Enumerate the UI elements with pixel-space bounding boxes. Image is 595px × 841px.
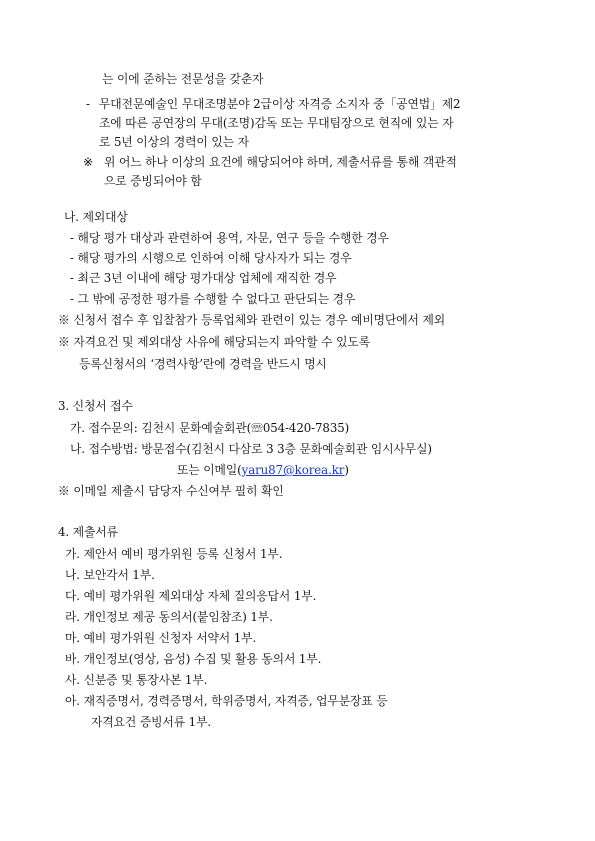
exclusion-item: - 그 밖에 공정한 평가를 수행할 수 없다고 판단되는 경우 bbox=[70, 292, 356, 306]
document-item: 아. 재직증명서, 경력증명서, 학위증명서, 자격증, 업무분장표 등 bbox=[65, 694, 388, 708]
document-item: 다. 예비 평가위원 제외대상 자체 질의응답서 1부. bbox=[65, 589, 317, 603]
exclusion-item: - 최근 3년 이내에 해당 평가대상 업체에 재직한 경우 bbox=[70, 271, 337, 285]
document-item: 나. 보안각서 1부. bbox=[65, 568, 155, 582]
stage-qualification-line-1: 무대전문예술인 무대조명분야 2급이상 자격증 소지자 중「공연법」제2 bbox=[99, 97, 461, 111]
exclusion-item: - 해당 평가의 시행으로 인하여 이해 당사자가 되는 경우 bbox=[70, 251, 352, 265]
document-item: 마. 예비 평가위원 신청자 서약서 1부. bbox=[65, 631, 257, 645]
stage-qualification-line-3: 로 5년 이상의 경력이 있는 자 bbox=[99, 135, 249, 149]
document-item: 가. 제안서 예비 평가위원 등록 신청서 1부. bbox=[65, 547, 283, 561]
stage-qualification-line-2: 조에 따른 공연장의 무대(조명)감독 또는 무대팀장으로 현직에 있는 자 bbox=[99, 116, 454, 130]
application-method-line-1: 나. 접수방법: 방문접수(김천시 다삼로 3 3층 문화예술회관 임시사무실) bbox=[70, 442, 432, 456]
document-item-continued: 자격요건 증빙서류 1부. bbox=[91, 715, 212, 729]
qualification-note-line-1: 위 어느 하나 이상의 요건에 해당되어야 하며, 제출서류를 통해 객관적 bbox=[104, 155, 457, 169]
application-method-line-2 bbox=[177, 461, 349, 479]
method-email-suffix: ) bbox=[344, 463, 349, 477]
method-email-prefix: 또는 이메일( bbox=[177, 463, 242, 477]
exclusion-item: - 해당 평가 대상과 관련하여 용역, 자문, 연구 등을 수행한 경우 bbox=[70, 231, 389, 245]
exclusion-note-2-line-1: ※ 자격요건 및 제외대상 사유에 해당되는지 파악할 수 있도록 bbox=[58, 335, 370, 349]
exclusion-note-2-line-2: 등록신청서의 ‘경력사항’란에 경력을 반드시 명시 bbox=[79, 357, 327, 371]
application-inquiry: 가. 접수문의: 김천시 문화예술회관(☏054-420-7835) bbox=[70, 421, 350, 435]
qualification-note-line-2: 으로 증빙되어야 함 bbox=[104, 174, 202, 188]
qualification-note-mark: ※ bbox=[83, 155, 93, 169]
stage-qualification-bullet: - bbox=[86, 97, 90, 111]
documents-heading: 4. 제출서류 bbox=[58, 525, 118, 539]
application-heading: 3. 신청서 접수 bbox=[58, 399, 133, 413]
exclusion-note-1: ※ 신청서 접수 후 입찰참가 등록업체와 관련이 있는 경우 예비명단에서 제외 bbox=[58, 313, 446, 327]
application-note: ※ 이메일 제출시 담당자 수신여부 필히 확인 bbox=[58, 484, 284, 498]
document-item: 라. 개인정보 제공 동의서(붙임참조) 1부. bbox=[65, 610, 273, 624]
qualification-continued-line: 는 이에 준하는 전문성을 갖춘자 bbox=[102, 72, 264, 86]
document-item: 바. 개인정보(영상, 음성) 수집 및 활용 동의서 1부. bbox=[65, 652, 322, 666]
exclusion-heading: 나. 제외대상 bbox=[64, 210, 128, 224]
email-link[interactable]: yaru87@korea.kr bbox=[241, 463, 345, 477]
document-item: 사. 신분증 및 통장사본 1부. bbox=[65, 673, 208, 687]
